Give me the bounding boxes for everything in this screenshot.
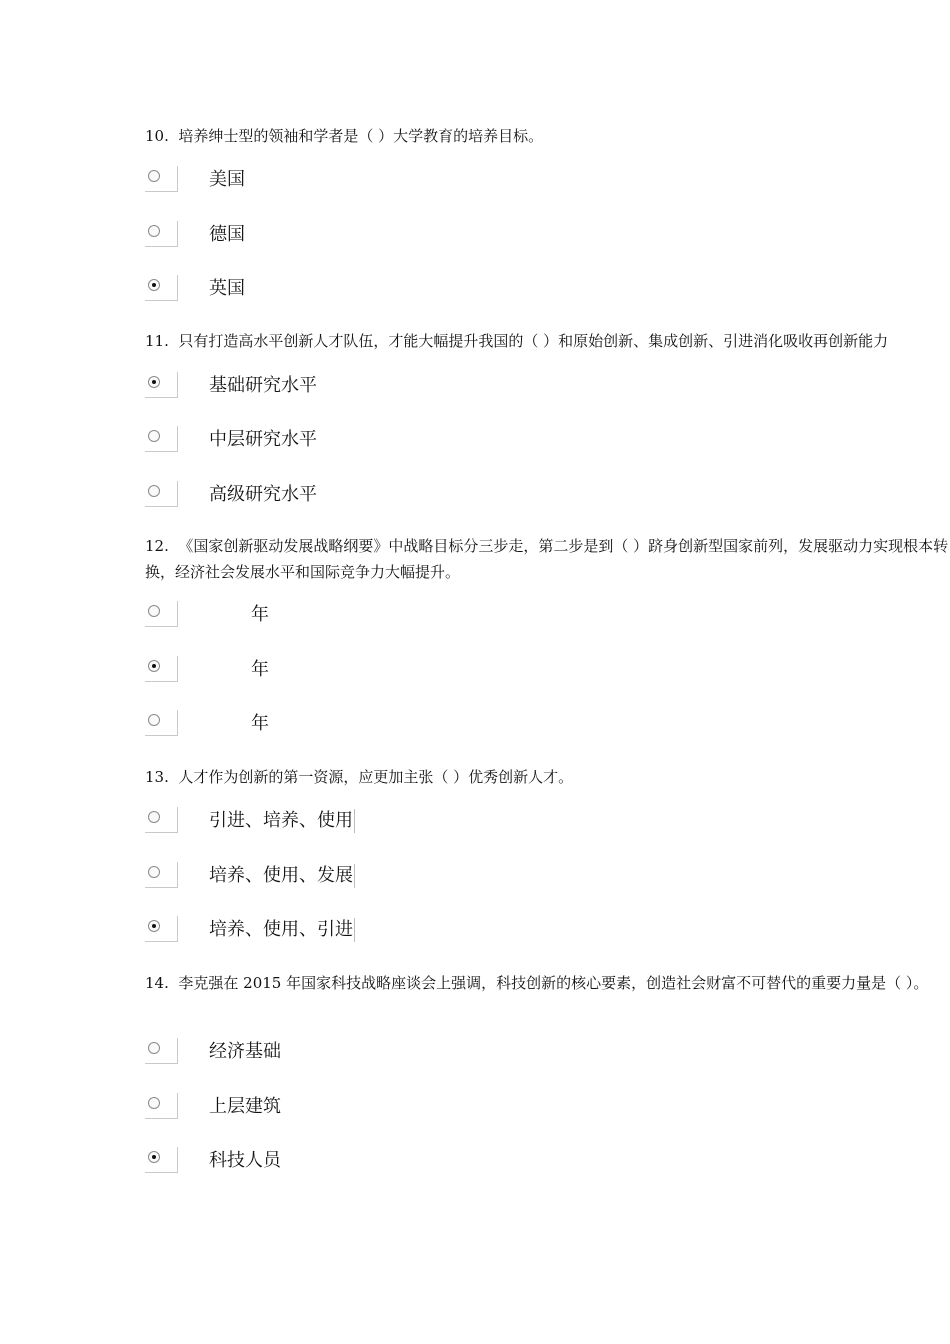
radio-circle-icon [148, 170, 160, 182]
radio-circle-icon [148, 1042, 160, 1054]
radio-button[interactable] [145, 862, 178, 888]
option-14-c[interactable] [145, 1147, 645, 1177]
option-label: 经济基础 [209, 1041, 281, 1062]
option-11-c[interactable] [145, 481, 645, 511]
option-label: 美国 [209, 169, 245, 190]
radio-selected-icon [148, 920, 160, 932]
radio-button[interactable] [145, 221, 178, 247]
option-label: 年 [251, 659, 269, 680]
radio-button[interactable] [145, 275, 178, 301]
radio-button[interactable] [145, 1147, 178, 1173]
option-11-a[interactable] [145, 372, 645, 402]
radio-circle-icon [148, 1097, 160, 1109]
question-14 [145, 970, 950, 1022]
option-label: 年 [251, 713, 269, 734]
option-11-b[interactable] [145, 426, 645, 456]
question-10 [145, 123, 950, 149]
question-number: 11. [145, 332, 169, 350]
radio-circle-icon [148, 605, 160, 617]
radio-button[interactable] [145, 710, 178, 736]
option-12-b[interactable] [145, 656, 645, 686]
option-label: 年 [251, 604, 269, 625]
radio-circle-icon [148, 866, 160, 878]
option-label: 中层研究水平 [209, 429, 317, 450]
option-label: 上层建筑 [209, 1096, 281, 1117]
question-number: 14. [145, 974, 169, 992]
question-number: 13. [145, 768, 169, 786]
radio-circle-icon [148, 430, 160, 442]
radio-selected-icon [148, 279, 160, 291]
radio-button[interactable] [145, 426, 178, 452]
option-10-b[interactable] [145, 221, 645, 251]
question-text: 培养绅士型的领袖和学者是（ ）大学教育的培养目标。 [178, 127, 544, 145]
radio-button[interactable] [145, 916, 178, 942]
option-13-b[interactable] [145, 862, 645, 892]
radio-button[interactable] [145, 1093, 178, 1119]
question-text: 李克强在 2015 年国家科技战略座谈会上强调，科技创新的核心要素，创造社会财富不可替代的重要力量是（ ）。 [178, 974, 929, 992]
radio-button[interactable] [145, 656, 178, 682]
option-label: 科技人员 [209, 1150, 281, 1171]
radio-button[interactable] [145, 372, 178, 398]
option-label: 英国 [209, 278, 245, 299]
option-14-b[interactable] [145, 1093, 645, 1123]
radio-circle-icon [148, 225, 160, 237]
question-text: 《国家创新驱动发展战略纲要》中战略目标分三步走，第二步是到（ ）跻身创新型国家前列，发展驱动力实现根本转换，经济社会发展水平和国际竞争力大幅提升。 [145, 537, 949, 581]
radio-selected-icon [148, 376, 160, 388]
option-13-c[interactable] [145, 916, 645, 946]
option-12-a[interactable] [145, 601, 645, 631]
option-10-a[interactable] [145, 166, 645, 196]
option-label: 培养、使用、引进 [209, 919, 353, 940]
radio-button[interactable] [145, 807, 178, 833]
question-11 [145, 328, 950, 354]
option-10-c[interactable] [145, 275, 645, 305]
option-label: 高级研究水平 [209, 484, 317, 505]
radio-selected-icon [148, 1151, 160, 1163]
radio-button[interactable] [145, 481, 178, 507]
radio-circle-icon [148, 714, 160, 726]
question-text: 只有打造高水平创新人才队伍，才能大幅提升我国的（ ）和原始创新、集成创新、引进消化吸收再创新能力 [178, 332, 889, 350]
radio-circle-icon [148, 485, 160, 497]
radio-button[interactable] [145, 1038, 178, 1064]
option-13-a[interactable] [145, 807, 645, 837]
option-12-c[interactable] [145, 710, 645, 740]
question-12 [145, 533, 950, 585]
question-number: 12. [145, 537, 169, 555]
radio-button[interactable] [145, 166, 178, 192]
option-14-a[interactable] [145, 1038, 645, 1068]
option-label: 培养、使用、发展 [209, 865, 353, 886]
option-label: 基础研究水平 [209, 375, 317, 396]
question-text: 人才作为创新的第一资源，应更加主张（ ）优秀创新人才。 [178, 768, 574, 786]
question-number: 10. [145, 127, 169, 145]
question-13 [145, 764, 950, 790]
option-label: 引进、培养、使用 [209, 810, 353, 831]
radio-circle-icon [148, 811, 160, 823]
option-label: 德国 [209, 224, 245, 245]
radio-button[interactable] [145, 601, 178, 627]
radio-selected-icon [148, 660, 160, 672]
